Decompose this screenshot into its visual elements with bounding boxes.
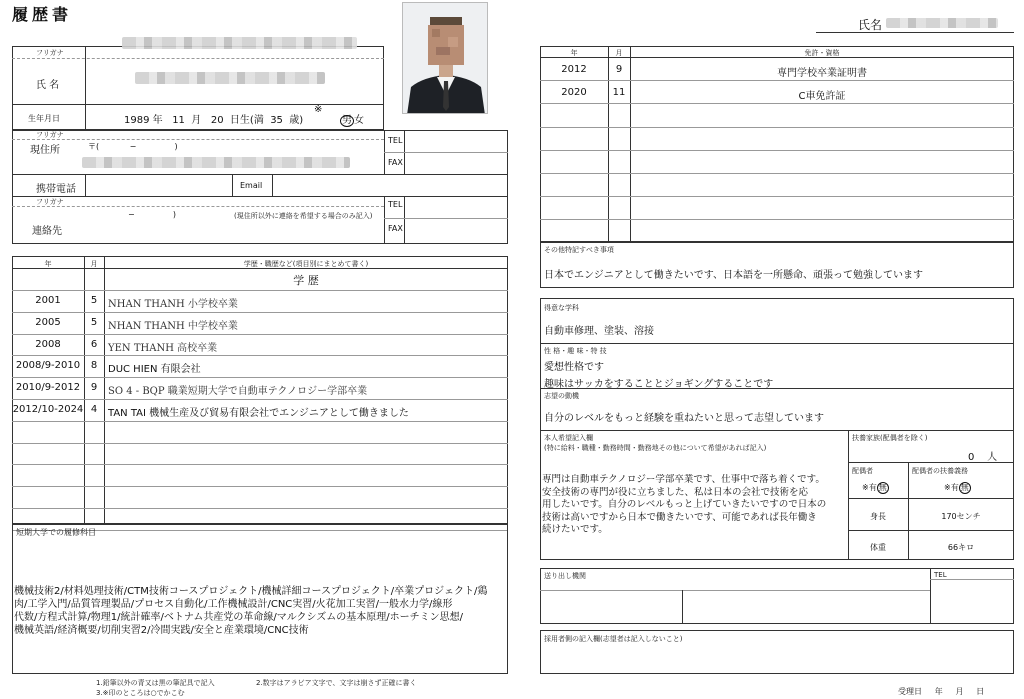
motivation-text: 自分のレベルをもっと経験を重ねたいと思って志望しています: [544, 413, 824, 424]
dependents-value: 0 人: [968, 452, 998, 463]
name-label: 氏 名: [36, 80, 60, 91]
furigana-redacted: [122, 37, 357, 49]
license-row-month: 9: [615, 64, 623, 75]
name-redacted: [135, 72, 325, 84]
wishes-label: 本人希望記入欄: [544, 434, 593, 442]
history-row-desc: SO 4 - BQP 職業短期大学で自動車テクノロジー学部卒業: [108, 386, 368, 397]
courses-label: 短期大学での履修科目: [16, 528, 96, 537]
subjects-label: 得意な学科: [544, 304, 579, 312]
license-row-desc: 専門学校卒業証明書: [777, 68, 867, 79]
history-row-month: 9: [90, 382, 98, 393]
mobile-label: 携帯電話: [36, 184, 76, 195]
applicant-photo: [402, 2, 488, 114]
history-row-month: 8: [90, 360, 98, 371]
sender-tel-label: TEL: [934, 571, 947, 579]
courses-text: 機械技術2/材料処理技術/CTM技術コースプロジェクト/機械詳細コースプロジェクト/卒業プロジェクト/鶏 肉/工学入門/品質管理製品/プロセス自動化/工作機械設計/CNC実習/火花加工実習/一般水力学/線形 代数/方程式計算/物理1/統計確率/ベトナム共産党の革命線/マルクシズムの基本原理/ホーチミン思想/ 機械英語/経済概要/切削実習2/冷間実践/安全と産業環境/CNC技術: [14, 586, 488, 636]
license-row-month: 11: [612, 87, 626, 98]
history-row-desc: NHAN THANH 中学校卒業: [108, 321, 238, 332]
footer-note-2: 2.数字はアラビア文字で、文字は崩さず正確に書く: [256, 679, 417, 687]
wishes-text: 専門は自動車テクノロジー学部卒業です、仕事中で落ち着くです。 安全技術の専門が役に立ちました、私は日本の会社で技術を応 用したいです。自分のレベルもっと上げていきたいですので日本の 技術は高いですから日本で働きたいです、可能であれば長年働き 続けたいです。: [542, 474, 827, 535]
contact-tel-label: TEL: [388, 200, 403, 209]
history-row-year: 2008/9-2010: [15, 360, 81, 371]
history-row-desc: DUC HIEN 有限会社: [108, 364, 201, 375]
contact-note: (現住所以外に連絡を希望する場合のみ記入): [234, 212, 373, 220]
personality-label: 性 格・趣 味・特 技: [544, 347, 607, 355]
history-row-month: 5: [90, 317, 98, 328]
received-date: 受理日 年 月 日: [898, 687, 985, 696]
page-title: 履歴書: [12, 5, 73, 24]
license-header-year: 年: [570, 49, 578, 57]
history-row-year: 2001: [35, 295, 61, 306]
support-value: ※有 無: [944, 483, 969, 492]
footer-note-3: 3.※印のところは○でかこむ: [96, 689, 185, 697]
email-label: Email: [240, 181, 263, 190]
employer-label: 採用者側の記入欄(志望者は記入しないこと): [544, 635, 683, 643]
history-row-year: 2012/10-2024: [12, 404, 84, 415]
history-header-month: 月: [90, 260, 98, 268]
sender-label: 送り出し機関: [544, 572, 586, 580]
top-name-label: 氏名: [858, 18, 883, 32]
motivation-label: 志望の動機: [544, 392, 579, 400]
history-row-month: 5: [90, 295, 98, 306]
history-row-month: 6: [90, 339, 98, 350]
history-row-year: 2005: [35, 317, 61, 328]
other-notes-text: 日本でエンジニアとして働きたいです、日本語を一所懸命、頑張って勉強しています: [544, 270, 923, 281]
support-label: 配偶者の扶養義務: [912, 467, 968, 475]
footer-note-1: 1.鉛筆以外の青又は黒の筆記具で記入: [96, 679, 215, 687]
height-value: 170センチ: [941, 512, 981, 521]
dependents-label: 扶養家族(配偶者を除く): [852, 434, 928, 442]
license-header-desc: 免許・資格: [804, 49, 840, 57]
wishes-sublabel: (特に給料・職種・勤務時間・勤務地その他について希望があれば記入): [544, 444, 767, 452]
history-header-year: 年: [44, 260, 52, 268]
top-name-redacted: [886, 18, 998, 28]
history-row-year: 2010/9-2012: [15, 382, 81, 393]
furigana-label: フリガナ: [36, 49, 64, 57]
postal-code: 〒( − ): [88, 142, 178, 151]
weight-label: 体重: [870, 543, 886, 552]
birth-label: 生年月日: [28, 114, 60, 123]
license-row-year: 2012: [561, 64, 587, 75]
personality-line-2: 趣味はサッカをすることとジョギングすることです: [544, 379, 774, 390]
spouse-value: ※有 無: [862, 483, 887, 492]
weight-value: 66キロ: [947, 543, 975, 552]
note-mark: ※: [314, 104, 323, 115]
contact-postal: − ): [128, 210, 176, 219]
tel-label: TEL: [388, 136, 403, 145]
address-furigana-label: フリガナ: [36, 131, 64, 139]
contact-fax-label: FAX: [388, 224, 403, 233]
license-row-desc: C車免許証: [798, 91, 846, 102]
birth-date: 1989 年 11 月 20 日生(満 35 歳): [124, 115, 304, 126]
history-row-month: 4: [90, 404, 98, 415]
subjects-text: 自動車修理、塗装、溶接: [544, 326, 654, 337]
spouse-label: 配偶者: [852, 467, 873, 475]
history-row-desc: YEN THANH 高校卒業: [108, 343, 218, 354]
sex-selector: 男 女: [342, 115, 364, 126]
address-label: 現住所: [30, 145, 60, 156]
contact-label: 連絡先: [32, 226, 62, 237]
history-header-desc: 学歴・職歴など(項目別にまとめて書く): [243, 260, 369, 268]
license-row-year: 2020: [561, 87, 587, 98]
contact-furigana-label: フリガナ: [36, 198, 64, 206]
history-row-desc: TAN TAI 機械生産及び貿易有限会社でエンジニアとして働きました: [108, 408, 409, 419]
history-row-desc: NHAN THANH 小学校卒業: [108, 299, 238, 310]
history-row-year: 2008: [35, 339, 61, 350]
license-header-month: 月: [615, 49, 623, 57]
fax-label: FAX: [388, 158, 403, 167]
height-label: 身長: [870, 512, 886, 521]
history-section-title: 学 歴: [293, 274, 319, 287]
personality-line-1: 愛想性格です: [544, 362, 604, 373]
address-redacted: [82, 157, 350, 168]
other-notes-label: その他特記すべき事項: [544, 246, 614, 254]
